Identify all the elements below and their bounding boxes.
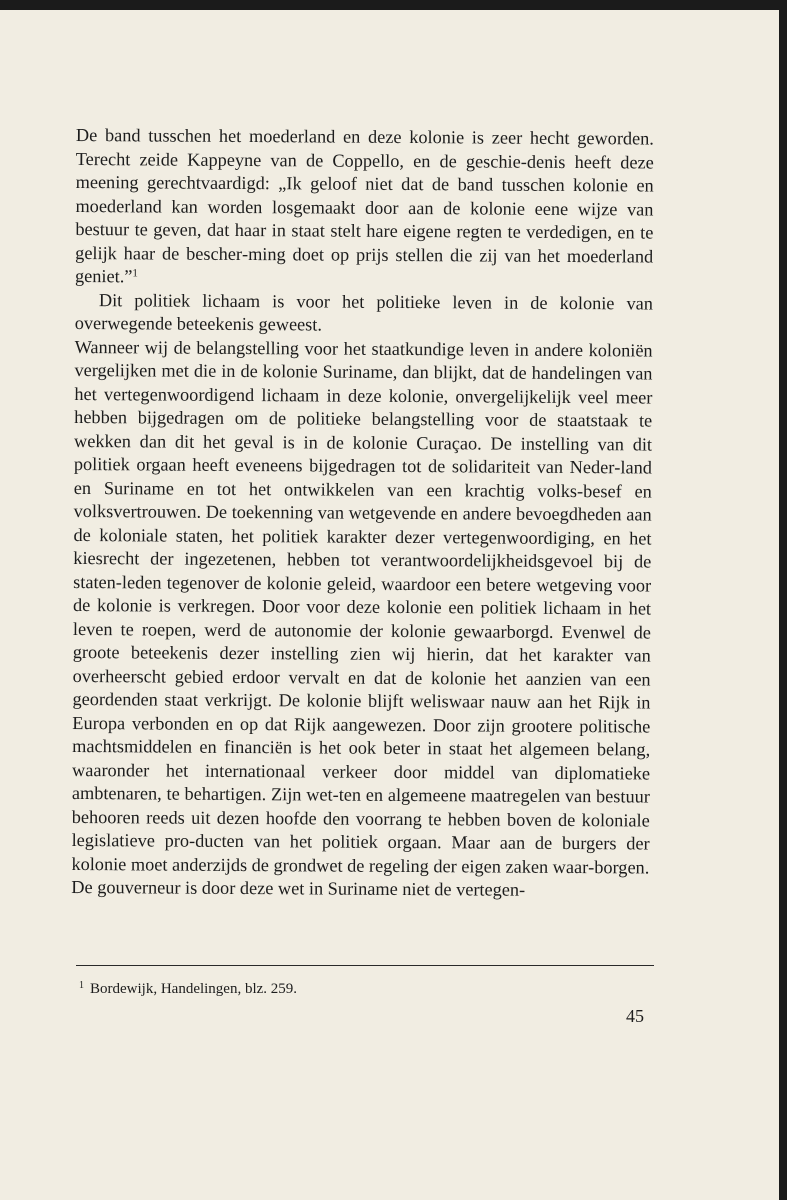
body-text: [71, 124, 654, 903]
paragraph-3-text: Wanneer wij de belangstelling voor het staatkundige leven in andere koloniën vergelijken met die in de kolonie Suriname, dan blijkt, dat de handelingen van het vertegenwoordigend lichaam in deze kolonie, onvergelijkelijk veel meer hebben bijgedragen om de politieke belangstelling voor de staatstaak te wekken dan dit het geval is in de kolonie Curaçao. De instelling van dit politiek orgaan heeft eveneens bijgedragen tot de solidariteit van Neder‐land en Suriname en tot het ontwikkelen van een krachtig volks‐besef en volksvertrouwen. De toekenning van wetgevende en andere bevoegdheden aan de koloniale staten, het politiek karakter dezer vertegenwoordiging, en het kiesrecht der ingezetenen, hebben tot verantwoordelijkheidsgevoel bij de staten‐leden tegenover de kolonie geleid, waardoor een betere wetgeving voor de kolonie is verkregen. Door voor deze kolonie een politiek lichaam in het leven te roepen, werd de autonomie der kolonie gewaarborgd. Evenwel de groote beteekenis dezer instelling zien wij hierin, dat het karakter van overheerscht gebied erdoor vervalt en dat de kolonie het aanzien van een geordenden staat verkrijgt. De kolonie blijft weliswaar nauw aan het Rijk in Europa verbonden en op dat Rijk aangewezen. Door zijn grootere politische machtsmiddelen en financiën is het ook beter in staat het algemeen belang, waaronder het internationaal verkeer door middel van diplomatieke ambtenaren, te behartigen. Zijn wet‐ten en algemeene maatregelen van bestuur behooren reeds uit dezen hoofde den voorrang te hebben boven de koloniale legislatieve pro‐ducten van het politiek orgaan. Maar aan de burgers der kolonie moet anderzijds de grondwet de regeling der eigen zaken waar‐borgen.: [71, 336, 653, 878]
paragraph-1: [75, 124, 654, 292]
paragraph-4-text: De gouverneur is door deze wet in Suriname niet de vertegen‐: [71, 876, 526, 900]
footnote: [79, 976, 649, 999]
footnote-text: Bordewijk, Handelingen, blz. 259.: [90, 981, 298, 997]
footnote-mark: 1: [79, 980, 84, 991]
book-page: [0, 10, 779, 1200]
paragraph-4: [71, 876, 649, 903]
paragraph-2: [75, 288, 653, 339]
paragraph-2-text: Dit politiek lichaam is voor het politieke leven in de kolonie van overwegende beteekenis geweest.: [74, 289, 653, 335]
paragraph-1-text: De band tusschen het moederland en deze kolonie is zeer hecht geworden. Terecht zeide Kappeyne van de Coppello, en de geschie‐denis heeft deze meening gerechtvaardigd: „Ik geloof niet dat de band tusschen kolonie en moederland kan worden losgemaakt door aan de kolonie eene wijze van bestuur te geven, dat haar in staat stelt hare eigene regten te verdedigen, en te gelijk haar de bescher‐ming doet op prijs stellen die zij van het moederland geniet.”: [75, 124, 654, 287]
paragraph-3: [71, 335, 652, 879]
page-number: 45: [626, 1006, 644, 1026]
footnote-reference[interactable]: 1: [132, 267, 138, 280]
footnote-divider: [76, 965, 654, 966]
